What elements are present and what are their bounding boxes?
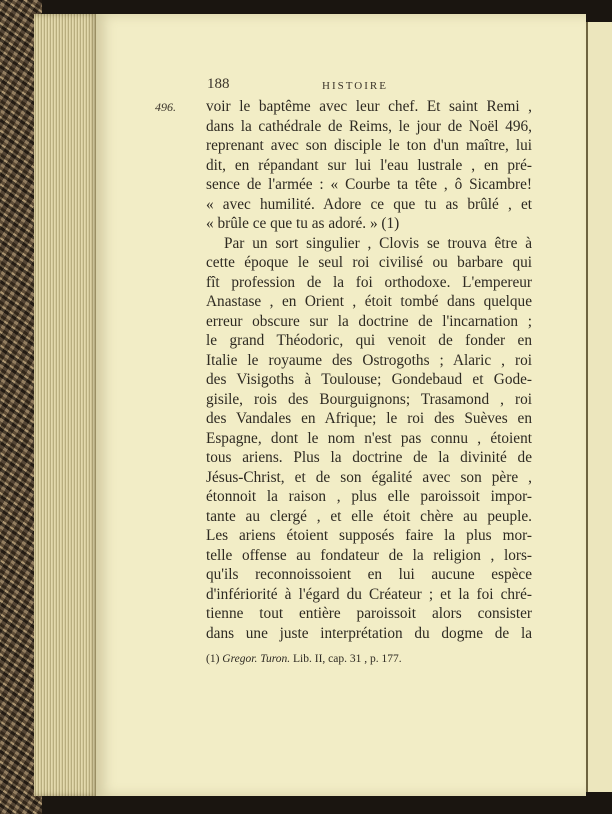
text-line: dans la cathédrale de Reims, le jour de Noël 496, [206,117,532,135]
text-line: erreur obscure sur la doctrine de l'incarnation ; [206,312,532,330]
text-line: d'infériorité à l'égard du Créateur ; et la foi chré- [206,585,532,603]
text-line: des Vandales en Afrique; le roi des Suèves en [206,410,532,427]
text-line: étonnoit la raison , plus elle paroissoit impor- [206,488,532,505]
text-line: qu'ils reconnoissoient en lui aucune espèce [206,566,532,583]
text-line: le grand Théodoric, qui venoit de fonder en [206,332,532,349]
page-number: 188 [207,76,230,92]
text-line: tienne tout entière paroissoit alors consister [206,605,532,622]
text-line: gisile, rois des Bourguignons; Trasamond , roi [206,390,532,408]
text-line: Italie le royaume des Ostrogoths ; Alaric , roi [206,351,532,369]
text-line: voir le baptême avec leur chef. Et saint Remi , [206,98,532,115]
footnote-marker: (1) [206,653,220,665]
text-line: « brûle ce que tu as adoré. » (1) [206,215,400,232]
text-line: fît profession de la foi orthodoxe. L'empereur [206,273,532,291]
page-edges [34,14,98,796]
text-line: des Visigoths à Toulouse; Gondebaud et Gode- [206,371,532,388]
text-line: tante au clergé , et elle étoit chère au peuple. [206,507,532,525]
footnote-reference: Lib. II, cap. 31 , p. 177. [293,653,402,665]
footnote-author: Gregor. Turon. [222,653,291,665]
text-line: Par un sort singulier , Clovis se trouva être à [224,234,532,252]
text-line: tous ariens. Plus la doctrine de la divinité de [206,449,532,466]
text-line: cette époque le seul roi civilisé ou barbare qui [206,254,532,271]
text-line: dit, en répandant sur lui l'eau lustrale , en pré- [206,156,532,174]
text-line: sence de l'armée : « Courbe ta tête , ô Sicambre! [206,176,532,193]
body-text [206,97,532,643]
text-line: reprenant avec son disciple le ton d'un maître, lui [206,137,532,154]
footnote [206,652,402,666]
text-line: dans une juste interprétation du dogme de la [206,624,532,642]
text-line: Les ariens étoient supposés faire la plus mor- [206,527,532,544]
text-line: Jésus-Christ, et de son égalité avec son père , [206,468,532,486]
text-line: Anastase , en Orient , étoit tombé dans quelque [206,293,532,310]
text-line: « avec humilité. Adore ce que tu as brûlé , et [206,195,532,213]
running-title: HISTOIRE [322,80,388,92]
text-line: telle offense au fondateur de la religion , lors- [206,546,532,564]
margin-note: 496. [155,100,176,114]
facing-page-edge [586,22,612,792]
text-line: Espagne, dont le nom n'est pas connu , étoient [206,429,532,447]
